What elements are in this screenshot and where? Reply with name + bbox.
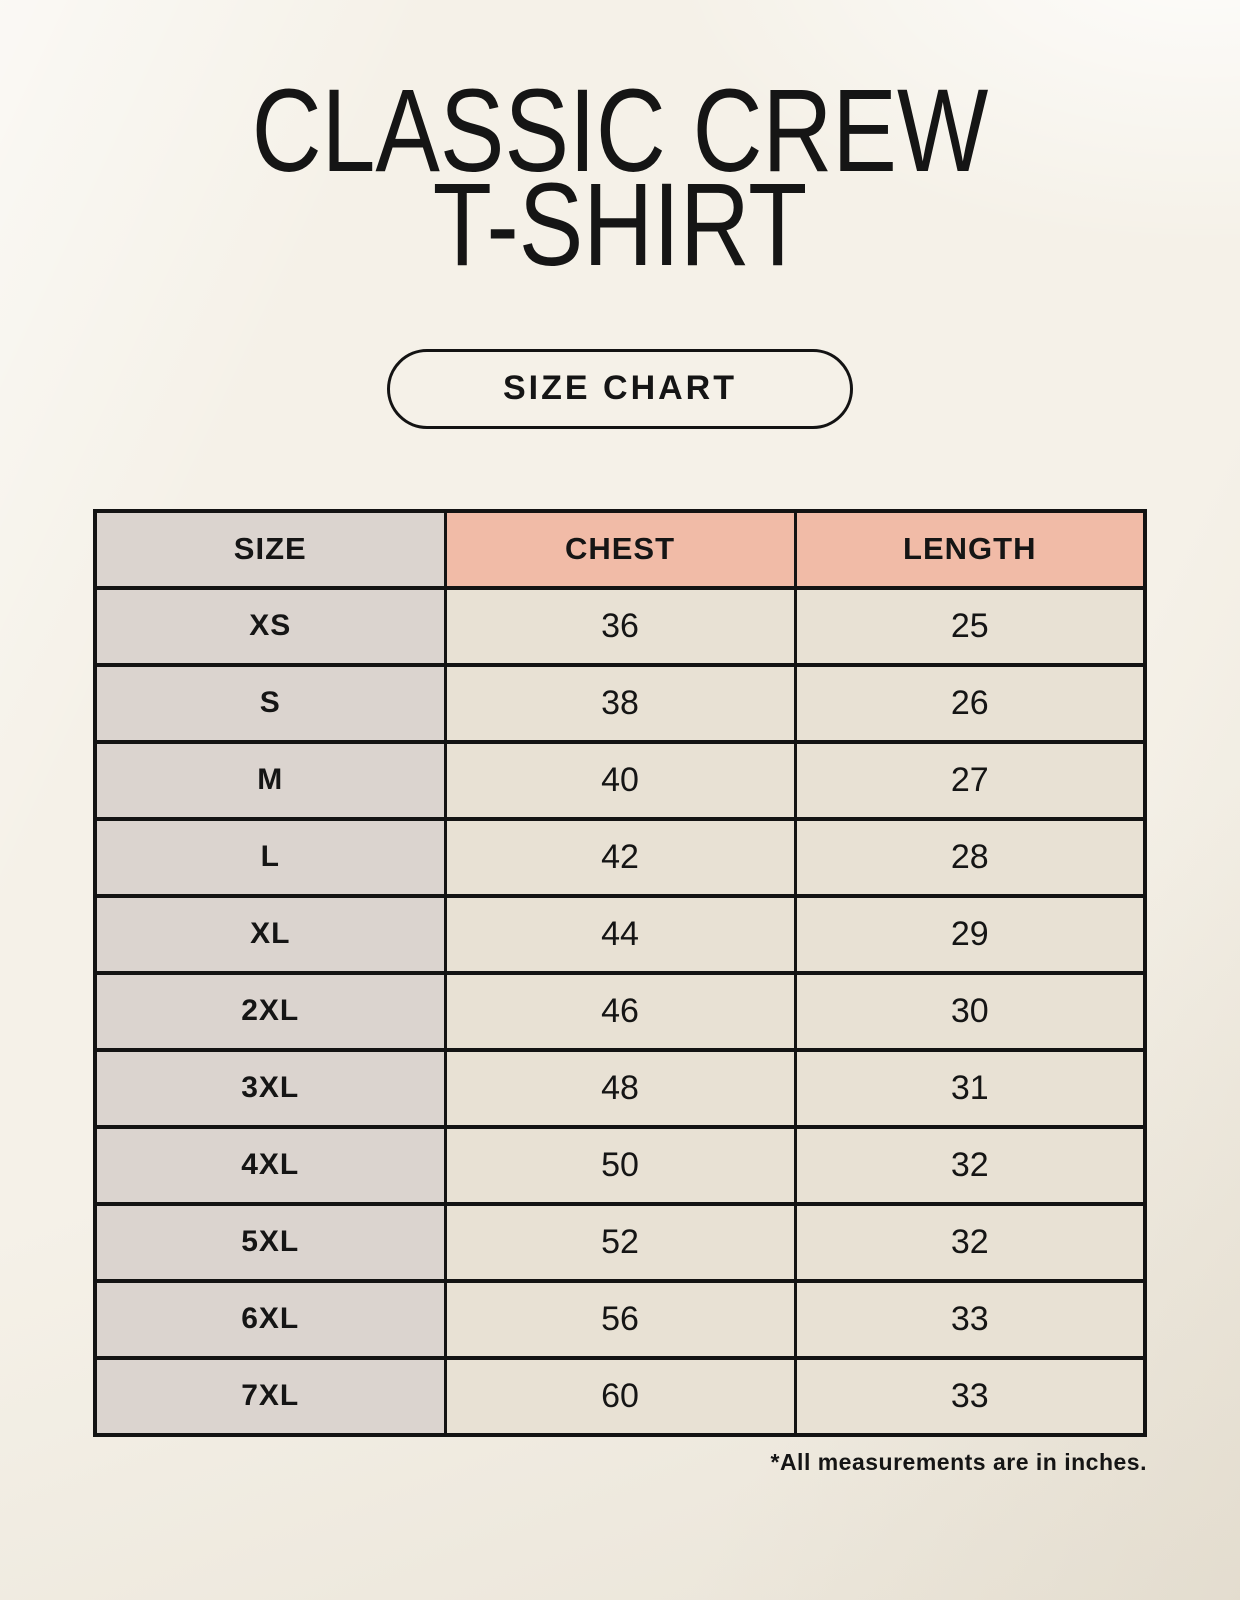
length-cell: 27 [795, 742, 1145, 819]
chest-cell: 38 [445, 665, 795, 742]
table-row [95, 1204, 1145, 1281]
column-header-length: LENGTH [795, 511, 1145, 588]
size-cell: 6XL [95, 1281, 445, 1358]
table-row [95, 588, 1145, 665]
table-row [95, 819, 1145, 896]
chest-cell: 52 [445, 1204, 795, 1281]
length-cell: 32 [795, 1204, 1145, 1281]
length-cell: 26 [795, 665, 1145, 742]
column-header-size: SIZE [95, 511, 445, 588]
page-title [112, 65, 1129, 292]
table-row [95, 896, 1145, 973]
chest-cell: 56 [445, 1281, 795, 1358]
chest-cell: 48 [445, 1050, 795, 1127]
length-cell: 30 [795, 973, 1145, 1050]
table-header-row [95, 511, 1145, 588]
chest-cell: 46 [445, 973, 795, 1050]
length-cell: 32 [795, 1127, 1145, 1204]
size-chart-table [93, 509, 1147, 1437]
table-row [95, 742, 1145, 819]
chest-cell: 50 [445, 1127, 795, 1204]
length-cell: 25 [795, 588, 1145, 665]
length-cell: 28 [795, 819, 1145, 896]
size-cell: 4XL [95, 1127, 445, 1204]
measurements-footnote: *All measurements are in inches. [770, 1448, 1147, 1475]
size-cell: XS [95, 588, 445, 665]
table-row [95, 1050, 1145, 1127]
column-header-chest: CHEST [445, 511, 795, 588]
length-cell: 29 [795, 896, 1145, 973]
size-cell: L [95, 819, 445, 896]
chest-cell: 36 [445, 588, 795, 665]
chest-cell: 40 [445, 742, 795, 819]
length-cell: 33 [795, 1358, 1145, 1435]
table-header [95, 511, 1145, 588]
table-row [95, 1127, 1145, 1204]
table-row [95, 1281, 1145, 1358]
table-row [95, 1358, 1145, 1435]
size-cell: 7XL [95, 1358, 445, 1435]
length-cell: 33 [795, 1281, 1145, 1358]
size-cell: XL [95, 896, 445, 973]
size-cell: S [95, 665, 445, 742]
table-body [95, 588, 1145, 1435]
chest-cell: 44 [445, 896, 795, 973]
table-row [95, 973, 1145, 1050]
table-row [95, 665, 1145, 742]
size-chart-button[interactable]: SIZE CHART [387, 349, 853, 429]
chest-cell: 42 [445, 819, 795, 896]
size-cell: 3XL [95, 1050, 445, 1127]
length-cell: 31 [795, 1050, 1145, 1127]
chest-cell: 60 [445, 1358, 795, 1435]
page-title-line-2: T-SHIRT [432, 159, 808, 292]
size-cell: 5XL [95, 1204, 445, 1281]
size-cell: M [95, 742, 445, 819]
size-cell: 2XL [95, 973, 445, 1050]
page-title-line-1: CLASSIC CREW [251, 65, 989, 197]
size-chart-table-container [93, 509, 1147, 1437]
